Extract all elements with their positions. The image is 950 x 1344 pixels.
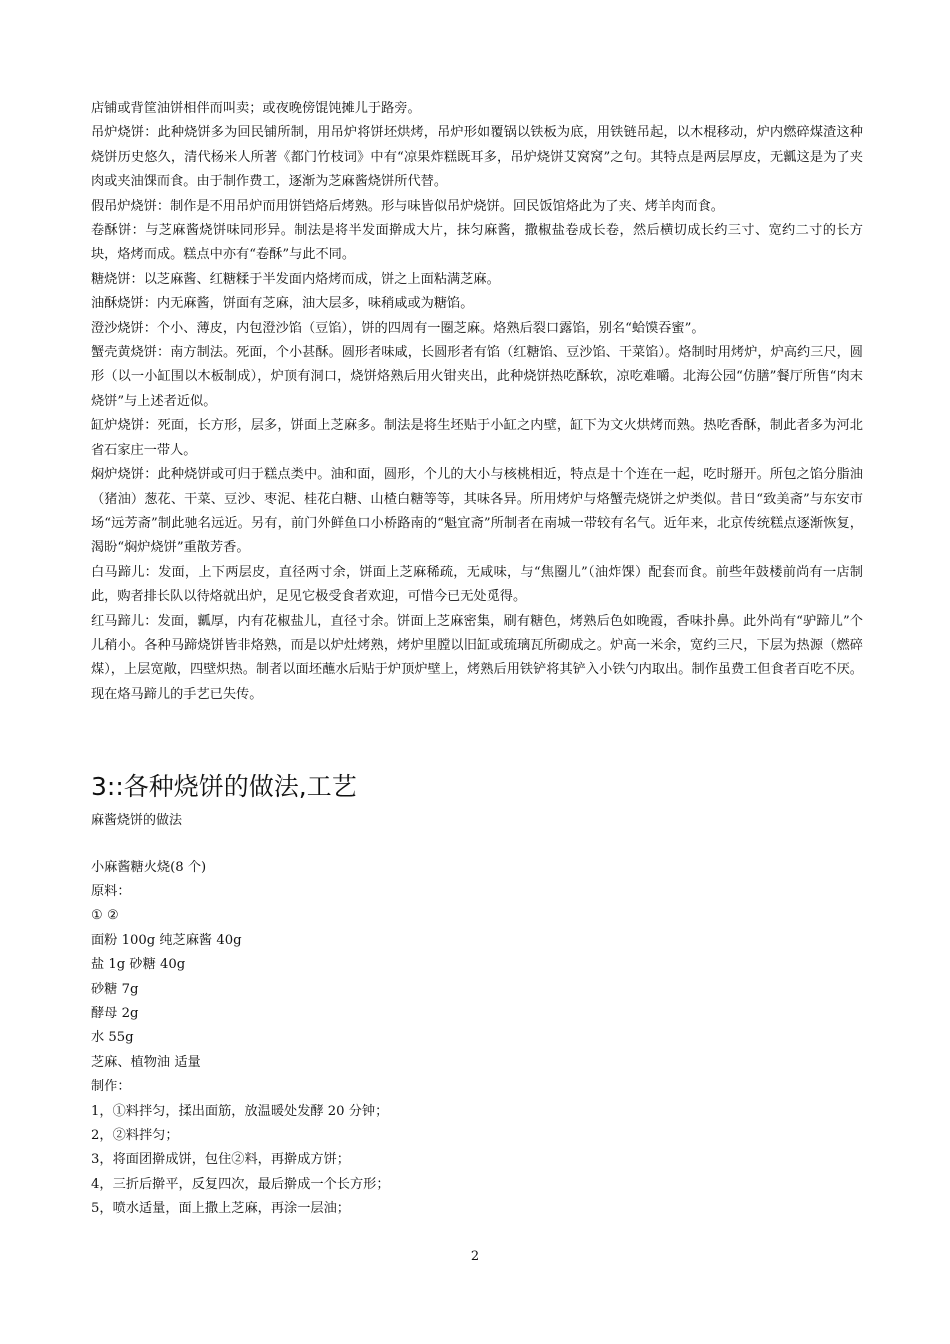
step-line: 3，将面团擀成饼，包住②料，再擀成方饼； [91,1152,350,1168]
paragraph: 卷酥饼：与芝麻酱烧饼味同形异。制法是将半发面擀成大片，抹匀麻酱，撒椒盐卷成长卷，然后横切成长约三寸、宽约二寸的长方块，烙烤而成。糕点中亦有“卷酥”与此不同。 [91,223,863,263]
ingredient-line: 芝麻、植物油 适量 [91,1054,201,1070]
step-line: 1，①料拌匀，揉出面筋，放温暖处发酵 20 分钟； [91,1103,389,1119]
paragraph: 缸炉烧饼：死面，长方形，层多，饼面上芝麻多。制法是将生坯贴于小缸之内壁，缸下为文火烘烤而熟。热吃香酥，制此者多为河北省石家庄一带人。 [91,418,863,458]
section-heading: 3::各种烧饼的做法,工艺 [91,772,357,802]
recipe-title: 小麻酱糖火烧(8 个) [91,859,207,875]
step-line: 5，喷水适量，面上撒上芝麻，再涂一层油； [91,1201,350,1217]
ingredient-line: 水 55g [91,1030,134,1046]
paragraph: 糖烧饼：以芝麻酱、红糖糅于半发面内烙烤而成，饼之上面粘满芝麻。 [91,271,500,287]
step-line: 2，②料拌匀； [91,1128,179,1144]
paragraph: 白马蹄儿：发面，上下两层皮，直径两寸余，饼面上芝麻稀疏，无咸味，与“焦圈儿”（油炸馃）配套而食。前些年鼓楼前尚有一店制此，购者排长队以待烙就出炉，足见它极受食者欢迎，可惜今已无处觅得。 [91,564,863,605]
ingredient-line: 砂糖 7g [91,981,139,997]
paragraph: 店铺或背筐油饼相伴而叫卖；或夜晚傍馄饨摊儿于路旁。 [91,101,421,116]
paragraph: 蟹壳黄烧饼：南方制法。死面，个小甚酥。圆形者味咸，长圆形者有馅（红糖馅、豆沙馅、干菜馅）。烙制时用烤炉，炉高约三尺，圆形（以一小缸围以木板制成），炉顶有洞口，烧饼烙熟后用火钳夹出，此种烧饼热吃酥软，凉吃难嚼。北海公园“仿膳”餐厅所售“肉末烧饼”与上述者近似。 [91,345,863,409]
paragraph: 红马蹄儿：发面，瓤厚，内有花椒盐儿，直径寸余。饼面上芝麻密集，刷有糖色，烤熟后色如晚霞，香味扑鼻。此外尚有“驴蹄儿”个儿稍小。各种马蹄烧饼皆非烙熟，而是以炉灶烤熟，烤炉里膛以旧缸或琉璃瓦所砌成之。炉高一米余，宽约三尺，下层为热源（燃碎煤），上层宽敞，四壁炽热。制者以面坯蘸水后贴于炉顶炉壁上，烤熟后用铁铲将其铲入小铁勺内取出。制作虽费工但食者百吃不厌。现在烙马蹄儿的手艺已失传。 [91,613,863,702]
section-subheading: 麻酱烧饼的做法 [91,813,183,829]
page-number: 2 [470,1249,480,1264]
step-line: 4，三折后擀平，反复四次，最后擀成一个长方形； [91,1176,390,1192]
page-content [91,97,863,1222]
section-spacer [91,707,863,769]
paragraph: 假吊炉烧饼：制作是不用吊炉而用饼铛烙后烤熟。形与味皆似吊炉烧饼。回民饭馆烙此为了夹、烤羊肉而食。 [91,198,724,214]
ingredient-groups: ① ② [91,908,119,924]
ingredient-line: 盐 1g 砂糖 40g [91,957,186,973]
paragraph: 焖炉烧饼：此种烧饼或可归于糕点类中。油和面，圆形，个儿的大小与核桃相近，特点是十个连在一起，吃时掰开。所包之馅分脂油（猪油）葱花、干菜、豆沙、枣泥、桂花白糖、山楂白糖等等，其味各异。所用烤炉与烙蟹壳烧饼之炉类似。昔日“致美斋”与东安市场“远芳斋”制此驰名远近。另有，前门外鲜鱼口小桥路南的“魁宜斋”所制者在南城一带较有名气。近年来，北京传统糕点逐渐恢复，渴盼“焖炉烧饼”重散芳香。 [91,467,863,556]
paragraph: 吊炉烧饼：此种烧饼多为回民铺所制，用吊炉将饼坯烘烤，吊炉形如覆锅以铁板为底，用铁链吊起，以木棍移动，炉内燃碎煤渣这种烧饼历史悠久，清代杨米人所著《都门竹枝词》中有“凉果炸糕既耳多，吊炉烧饼艾窝窝”之句。其特点是两层厚皮，无瓤这是为了夹肉或夹油馃而食。由于制作费工，逐渐为芝麻酱烧饼所代替。 [91,125,863,190]
ingredient-line: 面粉 100g 纯芝麻酱 40g [91,932,242,948]
ingredients-label: 原料： [91,883,131,899]
ingredient-line: 酵母 2g [91,1006,139,1021]
paragraph: 油酥烧饼：内无麻酱，饼面有芝麻，油大层多，味稍咸或为糖馅。 [91,296,474,312]
paragraph: 澄沙烧饼：个小、薄皮，内包澄沙馅（豆馅），饼的四周有一圈芝麻。烙熟后裂口露馅，别名“蛤馍吞蜜”。 [91,320,705,336]
steps-label: 制作： [91,1079,131,1095]
